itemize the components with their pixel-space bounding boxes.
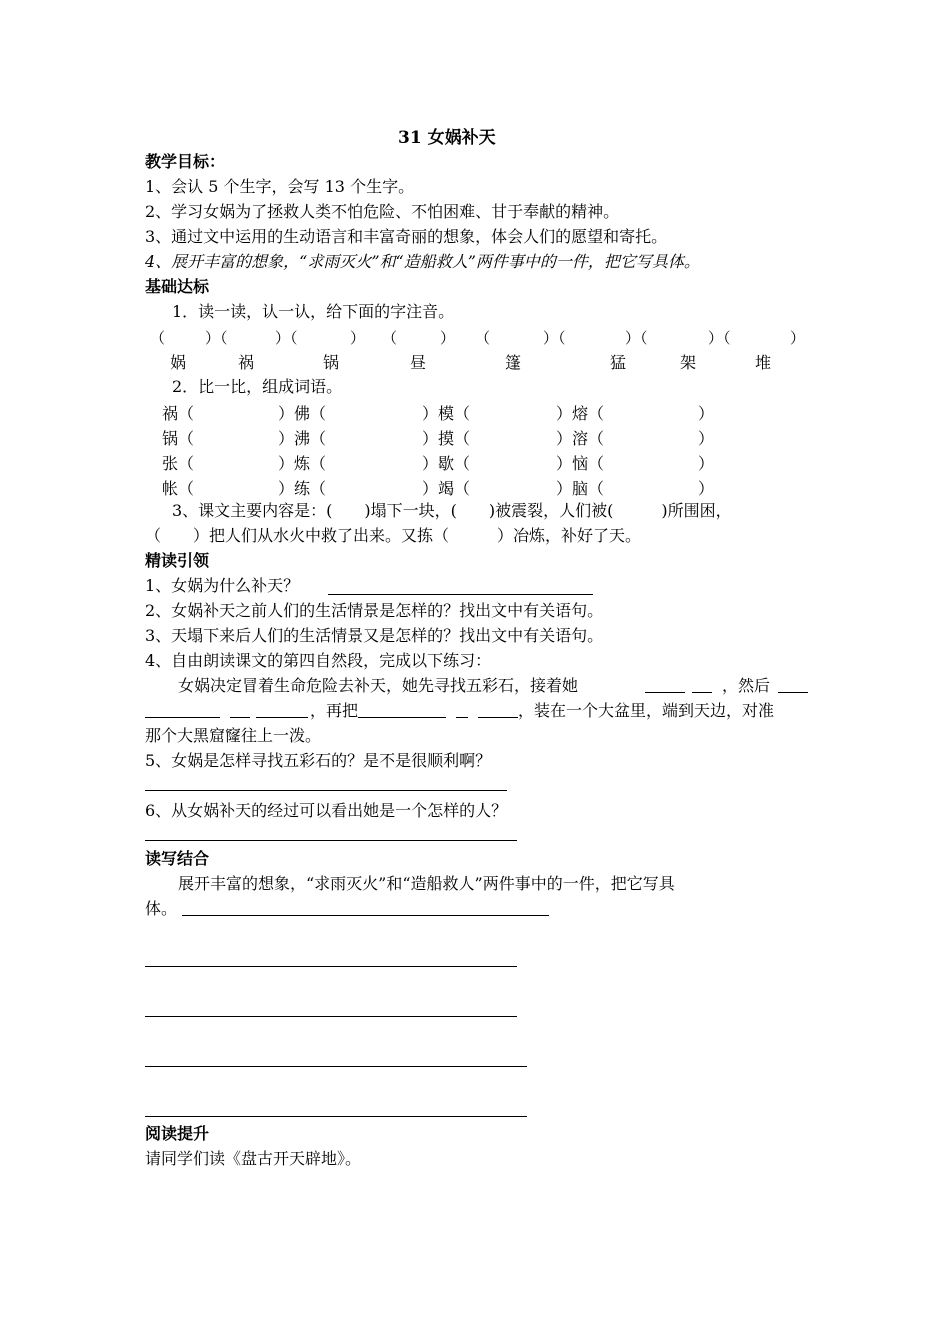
page-title: 31 女娲补天: [398, 128, 496, 148]
reading-heading: 精读引领: [145, 551, 210, 570]
objective-2: 2、学习女娲为了拯救人类不怕危险、不怕困难、甘于奉献的精神。: [145, 202, 620, 221]
pinyin-blanks: [150, 327, 810, 347]
objectives-heading: 教学目标：: [145, 152, 226, 171]
paren: ）（: [543, 329, 566, 347]
q3-line-1: 3、课文主要内容是：( )塌下一块，( )被震裂，人们被( )所围困，: [172, 501, 732, 520]
extension-text: 请同学们读《盘古开天辟地》。: [145, 1149, 362, 1168]
char: 昼: [410, 353, 427, 372]
char: 祸: [238, 353, 255, 372]
fill-blank[interactable]: [478, 717, 518, 718]
reading-q1: 1、女娲为什么补天？: [145, 576, 300, 595]
paren: ）: [350, 329, 366, 347]
answer-line[interactable]: [145, 840, 517, 841]
writing-prompt-line-2: 体。: [145, 899, 178, 918]
q2-prompt: 2．比一比，组成词语。: [172, 377, 343, 396]
grid-cell: ）炼（: [278, 454, 327, 473]
q3-line-2: （ ）把人们从水火中救了出来。又拣（ ）冶炼，补好了天。: [145, 526, 642, 545]
writing-prompt-line-1: 展开丰富的想象，“求雨灭火”和“造船救人”两件事中的一件，把它写具: [178, 874, 675, 893]
fill-blank[interactable]: [645, 692, 685, 693]
grid-cell: ）摸（: [422, 429, 471, 448]
fill-text-b: ，然后: [722, 676, 771, 695]
reading-q4: 4、自由朗读课文的第四自然段，完成以下练习：: [145, 651, 492, 670]
grid-cell: ）练（: [278, 479, 327, 498]
fill-blank[interactable]: [145, 717, 220, 718]
objective-3: 3、通过文中运用的生动语言和丰富奇丽的想象，体会人们的愿望和寄托。: [145, 227, 668, 246]
grid-cell: ）恼（: [556, 454, 605, 473]
reading-q2: 2、女娲补天之前人们的生活情景是怎样的？找出文中有关语句。: [145, 601, 604, 620]
grid-cell: ）脑（: [556, 479, 605, 498]
grid-cell: ）歇（: [422, 454, 471, 473]
paren: （: [475, 329, 491, 347]
char: 锅: [323, 353, 340, 372]
grid-cell: ）熔（: [556, 404, 605, 423]
reading-q6: 6、从女娲补天的经过可以看出她是一个怎样的人？: [145, 801, 508, 820]
objective-4: 4、展开丰富的想象，“求雨灭火”和“造船救人”两件事中的一件，把它写具体。: [145, 252, 700, 271]
grid-cell: 帐（: [162, 479, 195, 498]
fill-text-d: ，装在一个大盆里，端到天边，对准: [518, 701, 775, 720]
pinyin-characters: [0, 350, 950, 372]
answer-line[interactable]: [328, 594, 593, 595]
paren: ）（: [275, 329, 298, 347]
paren: ）（: [625, 329, 648, 347]
grid-cell: ）佛（: [278, 404, 327, 423]
objective-1: 1、会认 5 个生字，会写 13 个生字。: [145, 177, 415, 196]
char: 猛: [610, 353, 627, 372]
answer-line[interactable]: [145, 1116, 527, 1117]
grid-cell: ）: [698, 429, 715, 448]
fill-blank[interactable]: [456, 717, 468, 718]
char: 架: [680, 353, 697, 372]
answer-line[interactable]: [182, 915, 549, 916]
fill-text-e: 那个大黑窟窿往上一泼。: [145, 726, 322, 745]
answer-line[interactable]: [145, 790, 507, 791]
fill-blank[interactable]: [692, 692, 712, 693]
paren: ）: [440, 329, 456, 347]
extension-heading: 阅读提升: [145, 1124, 210, 1143]
grid-cell: ）模（: [422, 404, 471, 423]
char: 篷: [505, 353, 522, 372]
writing-heading: 读写结合: [145, 849, 210, 868]
paren: ）: [790, 329, 806, 347]
grid-cell: ）沸（: [278, 429, 327, 448]
reading-q5: 5、女娲是怎样寻找五彩石的？是不是很顺利啊？: [145, 751, 492, 770]
char: 堆: [755, 353, 772, 372]
paren: ）（: [708, 329, 731, 347]
basics-heading: 基础达标: [145, 277, 210, 296]
grid-cell: ）溶（: [556, 429, 605, 448]
fill-blank[interactable]: [778, 692, 808, 693]
grid-cell: ）: [698, 454, 715, 473]
fill-text-c: ，再把: [310, 701, 359, 720]
q1-prompt: 1．读一读，认一认，给下面的字注音。: [172, 302, 455, 321]
grid-cell: 锅（: [162, 429, 195, 448]
paren: （: [150, 329, 166, 347]
grid-cell: ）竭（: [422, 479, 471, 498]
grid-cell: ）: [698, 479, 715, 498]
paren: ）（: [205, 329, 228, 347]
grid-cell: ）: [698, 404, 715, 423]
answer-line[interactable]: [145, 1066, 527, 1067]
fill-blank[interactable]: [256, 717, 308, 718]
fill-blank[interactable]: [230, 717, 250, 718]
grid-cell: 祸（: [162, 404, 195, 423]
paren: （: [382, 329, 398, 347]
answer-line[interactable]: [145, 1016, 517, 1017]
fill-blank[interactable]: [358, 717, 446, 718]
char: 娲: [170, 353, 187, 372]
reading-q3: 3、天塌下来后人们的生活情景又是怎样的？找出文中有关语句。: [145, 626, 604, 645]
grid-cell: 张（: [162, 454, 195, 473]
fill-text-a: 女娲决定冒着生命危险去补天，她先寻找五彩石，接着她: [178, 676, 579, 695]
answer-line[interactable]: [145, 966, 517, 967]
